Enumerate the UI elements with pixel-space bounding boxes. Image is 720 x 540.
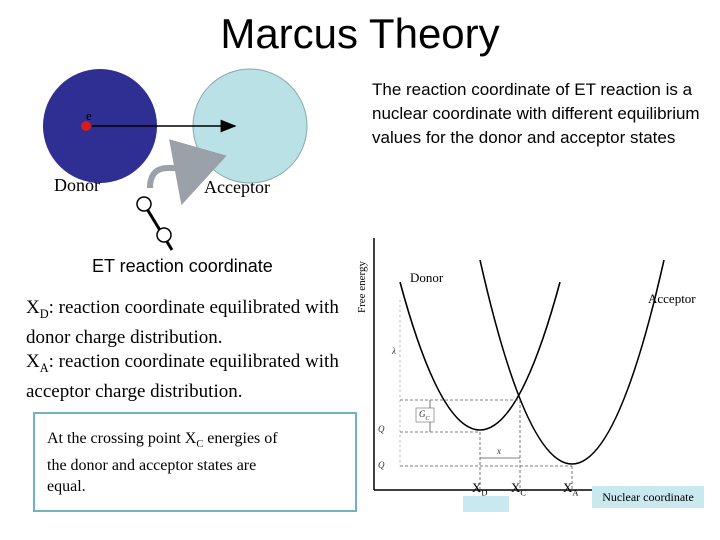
crossing-subscript: C bbox=[196, 439, 204, 451]
xa-subscript: A bbox=[39, 360, 49, 375]
donor-label: Donor bbox=[54, 175, 100, 195]
x-axis-label: Nuclear coordinate bbox=[592, 486, 704, 508]
y-axis-label: Free energy bbox=[356, 260, 368, 314]
gc-symbol: G bbox=[419, 409, 426, 419]
xa-tick-symbol: X bbox=[563, 480, 573, 495]
xc-tick-symbol: X bbox=[511, 480, 521, 495]
donor-curve-label: Donor bbox=[410, 270, 444, 285]
acceptor-curve-label: Acceptor bbox=[648, 291, 696, 306]
xd-subscript: D bbox=[39, 306, 49, 321]
xa-definition: : reaction coordinate equilibrated with acceptor charge distribution. bbox=[26, 350, 339, 402]
xd-highlight-box bbox=[463, 496, 509, 512]
lambda-annotation: λ bbox=[392, 346, 396, 356]
crossing-before: At the crossing point X bbox=[47, 430, 197, 447]
gc-annotation bbox=[419, 409, 429, 422]
description-text: The reaction coordinate of ET reaction is a nuclear coordinate with different equilibrium values for the donor and acceptor states bbox=[372, 80, 700, 147]
xd-definition: : reaction coordinate equilibrated with donor charge distribution. bbox=[26, 297, 339, 348]
xc-tick-subscript: C bbox=[520, 487, 527, 498]
xa-tick-label bbox=[563, 480, 578, 498]
gc-subscript: C bbox=[425, 415, 430, 422]
xd-tick-label bbox=[472, 480, 487, 498]
page-title: Marcus Theory bbox=[220, 10, 500, 57]
xd-tick-symbol: X bbox=[472, 480, 482, 495]
acceptor-parabola bbox=[480, 260, 664, 464]
et-coordinate-label: ET reaction coordinate bbox=[92, 256, 273, 276]
x-annotation: x bbox=[497, 446, 501, 456]
xa-symbol: X bbox=[26, 350, 40, 372]
xa-tick-subscript: A bbox=[572, 487, 579, 498]
donor-min-annotation: Q bbox=[378, 424, 385, 434]
acceptor-min-annotation: Q bbox=[378, 460, 385, 470]
xd-symbol: X bbox=[26, 297, 40, 318]
crossing-after: energies of the donor and acceptor states are equal. bbox=[47, 430, 278, 496]
xd-tick-subscript: D bbox=[481, 487, 488, 498]
xc-tick-label bbox=[511, 480, 526, 498]
acceptor-label: Acceptor bbox=[204, 177, 270, 197]
electron-label: e bbox=[86, 108, 92, 123]
